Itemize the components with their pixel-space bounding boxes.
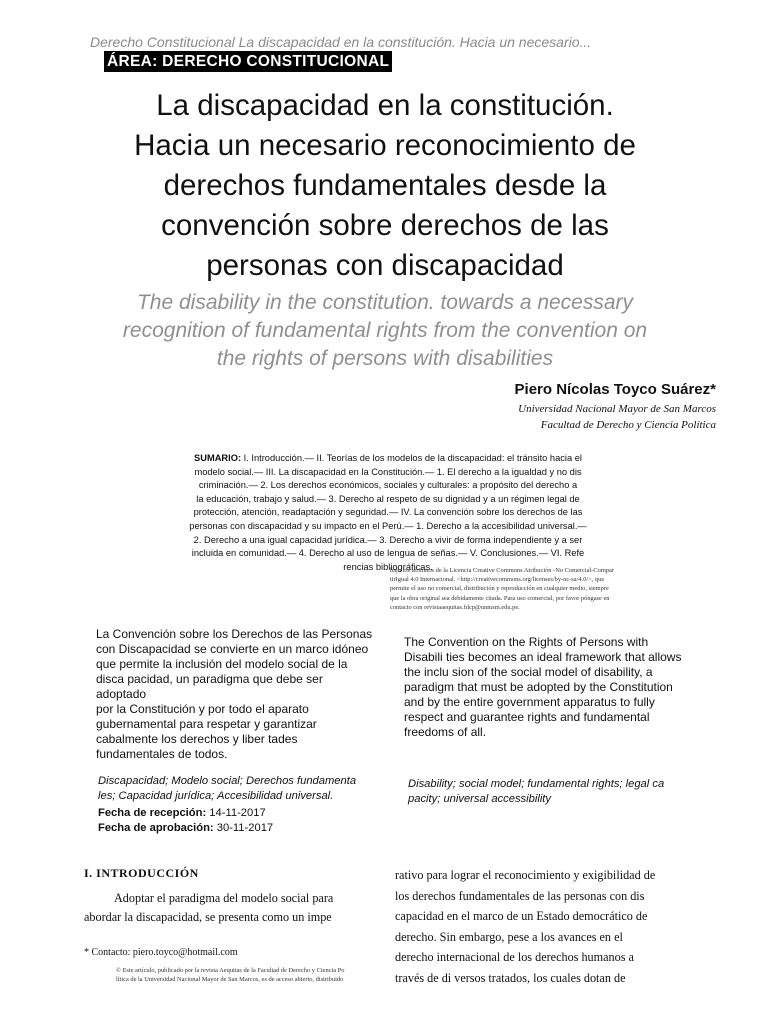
abstract-spanish xyxy=(96,627,376,762)
summary-line: rencias bibliográficas. xyxy=(343,561,433,572)
summary-line: la educación, trabajo y salud.— 3. Derecho al respeto de su dignidad y a un régimen legal de xyxy=(196,493,580,504)
section-heading-introduction: I. INTRODUCCIÓN xyxy=(84,866,199,880)
keywords-es-line: Discapacidad; Modelo social; Derechos fundamenta xyxy=(98,775,357,787)
keywords-english xyxy=(408,777,688,807)
body-text-right-column xyxy=(395,865,717,988)
abstract-es-line: por la Constitución y por todo el aparato xyxy=(96,702,309,716)
abstract-en-line: and by the entire government apparatus to fully xyxy=(404,695,655,709)
abstract-es-line: fundamentales de todos. xyxy=(96,747,228,761)
copyright-line: lítica de la Universidad Nacional Mayor de San Marcos, es de acceso abierto, distribuido xyxy=(116,976,344,984)
keywords-en-line: pacity; universal accessibility xyxy=(408,793,552,805)
contact-footnote: * Contacto: piero.toyco@hotmail.com xyxy=(84,947,238,958)
abstract-english xyxy=(404,635,684,740)
abstract-en-line: Disabili ties becomes an ideal framework that allows xyxy=(404,650,682,664)
abstract-es-line: gubernamental para respetar y garantizar xyxy=(96,717,317,731)
body-line: través de di versos tratados, los cuales dotan de xyxy=(395,970,626,985)
abstract-es-line: cabalmente los derechos y liber tades xyxy=(96,732,298,746)
body-line: rativo para lograr el reconocimiento y exigibilidad de xyxy=(395,868,656,882)
abstract-es-line: que permite la inclusión del modelo social de la xyxy=(96,657,348,671)
title-es-line: personas con discapacidad xyxy=(206,249,564,282)
received-date xyxy=(98,807,266,819)
title-en-line: recognition of fundamental rights from the convention on xyxy=(122,319,648,342)
title-english xyxy=(60,289,710,373)
title-en-line: the rights of persons with disabilities xyxy=(216,347,554,370)
summary-line: modelo social.— III. La discapacidad en la Constitución.— 1. El derecho a la igualdad y no dis xyxy=(194,466,582,477)
summary-label: SUMARIO: xyxy=(194,453,242,463)
license-line: que la obra original sea debidamente citada. Para uso comercial, por favor póngase en xyxy=(390,594,610,602)
title-en-line: The disability in the constitution. towards a necessary xyxy=(136,291,634,314)
running-header: Derecho Constitucional La discapacidad en la constitución. Hacia un necesario... xyxy=(90,34,592,50)
body-line: capacidad en el marco de un Estado democrático de xyxy=(395,909,648,923)
approved-label: Fecha de aprobación: xyxy=(98,822,214,834)
intro-line: abordar la discapacidad, se presenta como un impe xyxy=(84,910,332,924)
license-line: tirIgual 4.0 Internacional. <http://creativecommons.org/licenses/by-nc-sa/4.0/>, que xyxy=(390,576,605,584)
summary-line: protección, atención, readaptación y seguridad.— IV. La convención sobre los derechos de las xyxy=(193,507,583,518)
author-name: Piero Nícolas Toyco Suárez* xyxy=(514,381,716,398)
abstract-es-line: La Convención sobre los Derechos de las Personas xyxy=(96,627,373,641)
license-line: permite el uso no comercial, distribución y reproducción en cualquier medio, siempre xyxy=(390,585,609,593)
keywords-spanish xyxy=(98,774,368,804)
area-label: ÁREA: DERECHO CONSTITUCIONAL xyxy=(104,51,392,72)
introduction-text xyxy=(84,889,364,927)
affiliation-faculty: Facultad de Derecho y Ciencia Política xyxy=(540,419,716,431)
keywords-es-line: les; Capacidad jurídica; Accesibilidad universal. xyxy=(98,790,334,802)
affiliation-university: Universidad Nacional Mayor de San Marcos xyxy=(518,403,716,415)
title-es-line: La discapacidad en la constitución. xyxy=(156,89,614,122)
approved-value: 30-11-2017 xyxy=(213,822,274,834)
abstract-en-line: respect and guarantee rights and fundamental xyxy=(404,710,650,724)
summary-line: 2. Derecho a una igual capacidad jurídica.— 3. Derecho a vivir de forma independiente y a ser xyxy=(193,534,583,545)
title-es-line: derechos fundamentales desde la xyxy=(163,169,607,202)
license-note xyxy=(390,566,715,612)
summary-block xyxy=(168,452,608,574)
approved-date xyxy=(98,822,273,834)
summary-line: criminación.— 2. Los derechos económicos, sociales y culturales: a propósito del derecho a xyxy=(198,480,578,491)
title-spanish xyxy=(60,86,710,286)
received-value: 14-11-2017 xyxy=(206,807,266,819)
summary-line: I. Introducción.— II. Teorías de los modelos de la discapacidad: el tránsito hacia el xyxy=(241,453,582,463)
summary-line: personas con discapacidad y su impacto en el Perú.— 1. Derecho a la accesibilidad universal.— xyxy=(189,520,587,531)
abstract-es-line: con Discapacidad se convierte en un marco idóneo xyxy=(96,642,369,656)
abstract-en-line: the inclu sion of the social model of disability, a xyxy=(404,665,653,679)
abstract-en-line: freedoms of all. xyxy=(404,725,487,739)
copyright-line: © Este artículo, publicado por la revista Aequitas de la Facultad de Derecho y Ciencia Po xyxy=(116,967,345,974)
title-es-line: Hacia un necesario reconocimiento de xyxy=(134,129,636,162)
body-line: derecho. Sin embargo, pese a los avances en el xyxy=(395,929,623,944)
license-line: contacto con revistaaequitas.fdcp@unmsm.edu.pe. xyxy=(390,603,520,611)
copyright-note xyxy=(116,966,378,984)
abstract-en-line: The Convention on the Rights of Persons with xyxy=(404,635,649,649)
abstract-es-line: disca pacidad, un paradigma que debe ser adoptado xyxy=(96,672,323,701)
received-label: Fecha de recepción: xyxy=(98,807,207,819)
license-line: bajo los términos de la Licencia Creative Commons Atribución -No Comercial-Compar xyxy=(390,567,614,574)
body-line: derecho internacional de los derechos humanos a xyxy=(395,950,634,964)
title-es-line: convención sobre derechos de las xyxy=(161,209,609,242)
body-line: los derechos fundamentales de las personas con dis xyxy=(395,888,645,903)
intro-line: Adoptar el paradigma del modelo social para xyxy=(114,891,334,905)
abstract-en-line: paradigm that must be adopted by the Constitution xyxy=(404,680,673,694)
keywords-en-line: Disability; social model; fundamental rights; legal ca xyxy=(408,778,665,790)
summary-line: incluida en comunidad.— 4. Derecho al uso de lengua de señas.— V. Conclusiones.— VI. Refe xyxy=(191,548,585,559)
